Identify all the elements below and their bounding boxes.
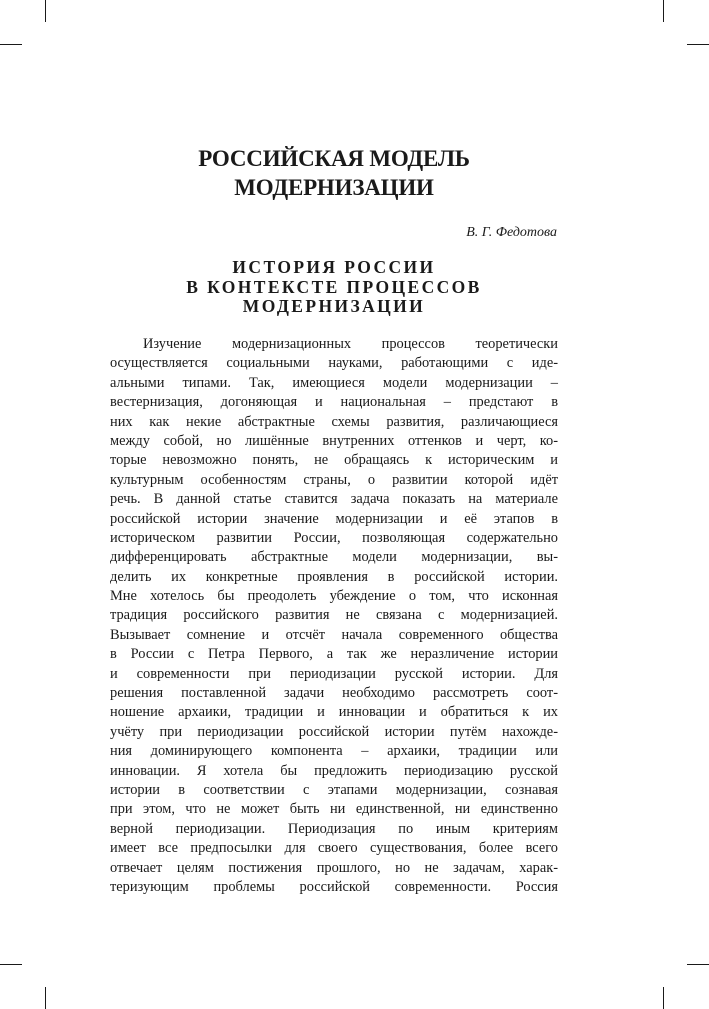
text-line: осуществляется социальными науками, работающими с иде-: [110, 355, 558, 372]
text-line: делить их конкретные проявления в российской истории.: [110, 568, 558, 585]
text-line: отвечает целям постижения прошлого, но не задачам, харак-: [110, 859, 558, 876]
section-heading: [100, 258, 568, 317]
text-line: Вызывает сомнение и отсчёт начала современного общества: [110, 626, 558, 643]
text-line: имеет все предпосылки для своего существования, более всего: [110, 840, 558, 857]
article-title-line: МОДЕРНИЗАЦИИ: [234, 175, 434, 200]
text-line: культурным особенностям страны, о развитии которой идёт: [110, 471, 558, 488]
section-heading-line: ИСТОРИЯ РОССИИ: [232, 257, 436, 277]
text-line: Мне хотелось бы преодолеть убеждение о том, что исконная: [110, 588, 558, 605]
text-line: альными типами. Так, имеющиеся модели модернизации –: [110, 374, 558, 391]
text-line: торые невозможно понять, не обращаясь к историческим и: [110, 452, 558, 469]
article-title: [100, 144, 568, 202]
crop-mark-top-right: [663, 0, 664, 22]
text-line: инновации. Я хотела бы предложить периодизацию русской: [110, 762, 558, 779]
text-line: ношение архаики, традиции и инновации и обратиться к их: [110, 704, 558, 721]
crop-mark-top-right-h: [687, 44, 709, 45]
text-line: речь. В данной статье ставится задача показать на материале: [110, 491, 558, 508]
text-line: дифференцировать абстрактные модели модернизации, вы-: [110, 549, 558, 566]
text-line: теризующим проблемы российской современности. Россия: [110, 878, 558, 895]
crop-mark-bottom-right: [663, 987, 664, 1009]
section-heading-line: В КОНТЕКСТЕ ПРОЦЕССОВ: [186, 276, 482, 297]
crop-mark-top-left-h: [0, 44, 22, 45]
text-line: них как некие абстрактные схемы развития, различающиеся: [110, 413, 558, 430]
section-heading-line: МОДЕРНИЗАЦИИ: [242, 296, 426, 316]
text-line: верной периодизации. Периодизация по иным критериям: [110, 820, 558, 837]
text-line: Изучение модернизационных процессов теоретически: [143, 336, 558, 352]
text-line: учёту при периодизации российской истории путём нахожде-: [110, 723, 558, 740]
article-title-line: РОССИЙСКАЯ МОДЕЛЬ: [198, 146, 470, 171]
text-line: ния доминирующего компонента – архаики, традиции или: [110, 743, 558, 760]
body-paragraph: [110, 335, 558, 897]
crop-mark-bottom-left-h: [0, 964, 22, 965]
text-line: решения поставленной задачи необходимо рассмотреть соот-: [110, 685, 558, 702]
text-line: при этом, что не может быть ни единственной, ни единственно: [110, 801, 558, 818]
crop-mark-bottom-right-h: [687, 964, 709, 965]
crop-mark-bottom-left: [45, 987, 46, 1009]
text-line: вестернизация, догоняющая и национальная – предстают в: [110, 394, 558, 411]
text-line: традиция российского развития не связана с модернизацией.: [110, 607, 558, 624]
article-author: В. Г. Федотова: [466, 225, 557, 240]
text-line: российской истории значение модернизации и её этапов в: [110, 510, 558, 527]
text-line: и современности при периодизации русской истории. Для: [110, 665, 558, 682]
text-line: историческом развитии России, позволяющая содержательно: [110, 529, 558, 546]
text-line: в России с Петра Первого, а так же неразличение истории: [110, 646, 558, 663]
text-line: между собой, но лишённые внутренних оттенков и черт, ко-: [110, 432, 558, 449]
text-line: истории в соответствии с этапами модернизации, сознавая: [110, 781, 558, 798]
crop-mark-top-left: [45, 0, 46, 22]
